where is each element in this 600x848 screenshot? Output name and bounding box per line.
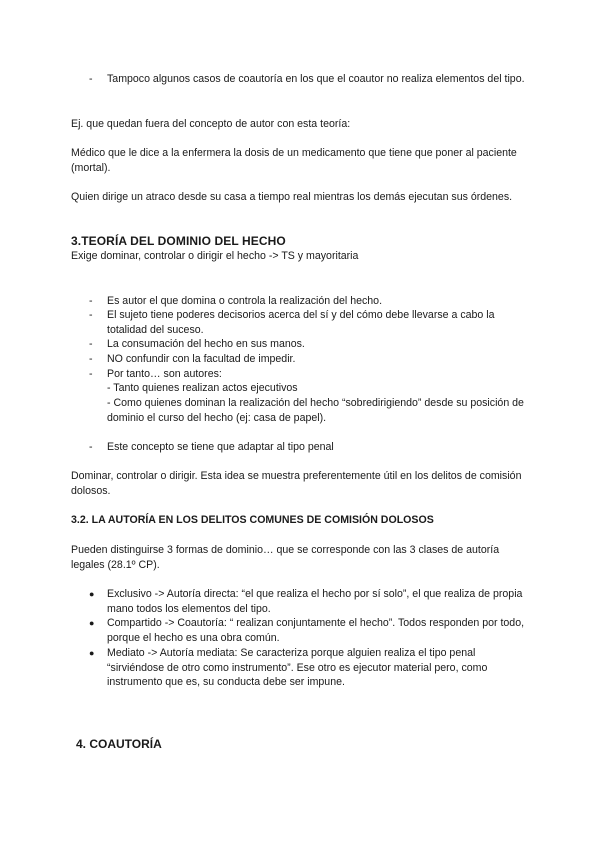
bullet-marker: ●: [89, 648, 95, 658]
section-heading: 4. COAUTORÍA: [76, 737, 162, 751]
paragraph: Quien dirige un atraco desde su casa a tiempo real mientras los demás ejecutan sus órdenes.: [71, 191, 513, 203]
list-item: Tampoco algunos casos de coautoría en los que el coautor no realiza elementos del tipo.: [107, 73, 525, 85]
section-heading: 3.TEORÍA DEL DOMINIO DEL HECHO: [71, 234, 286, 248]
list-dash: -: [89, 353, 93, 365]
bullet-marker: ●: [89, 618, 95, 628]
paragraph: Ej. que quedan fuera del concepto de autor con esta teoría:: [71, 118, 351, 130]
bullet-marker: ●: [89, 589, 95, 599]
section-heading: 3.2. LA AUTORÍA EN LOS DELITOS COMUNES DE COMISIÓN DOLOSOS: [71, 514, 434, 526]
paragraph: Médico que le dice a la enfermera la dosis de un medicamento que tiene que poner al paciente (mortal).: [71, 147, 517, 174]
list-item: El sujeto tiene poderes decisorios acerca del sí y del cómo debe llevarse a cabo la totalidad del suceso.: [107, 309, 495, 336]
paragraph: Dominar, controlar o dirigir. Esta idea se muestra preferentemente útil en los delitos de comisión dolosos.: [71, 470, 522, 497]
list-dash: -: [89, 309, 93, 321]
sub-list-item: - Tanto quienes realizan actos ejecutivos: [107, 382, 298, 394]
list-dash: -: [89, 73, 93, 85]
list-item: NO confundir con la facultad de impedir.: [107, 353, 296, 365]
list-item: Este concepto se tiene que adaptar al tipo penal: [107, 441, 334, 453]
list-item: La consumación del hecho en sus manos.: [107, 338, 305, 350]
list-dash: -: [89, 368, 93, 380]
list-item: Es autor el que domina o controla la realización del hecho.: [107, 295, 383, 307]
list-dash: -: [89, 295, 93, 307]
paragraph: Exige dominar, controlar o dirigir el hecho -> TS y mayoritaria: [71, 250, 359, 262]
bullet-item: Compartido -> Coautoría: “ realizan conjuntamente el hecho”. Todos responden por todo, porque el hecho es una obra común.: [107, 617, 525, 644]
list-dash: -: [89, 441, 93, 453]
paragraph: Pueden distinguirse 3 formas de dominio… que se corresponde con las 3 clases de autoría legales (28.1º CP).: [71, 544, 500, 571]
list-dash: -: [89, 338, 93, 350]
sub-list-item: - Como quienes dominan la realización del hecho “sobredirigiendo” desde su posición de dominio el curso del hecho (ej: casa de papel).: [107, 397, 524, 424]
bullet-item: Exclusivo -> Autoría directa: “el que realiza el hecho por sí solo”, el que realiza de propia mano todos los elementos del tipo.: [107, 588, 523, 615]
list-item: Por tanto… son autores:: [107, 368, 222, 380]
bullet-item: Mediato -> Autoría mediata: Se caracteriza porque alguien realiza el tipo penal “sirviéndose de otro como instrumento”. Ese otro es ejecutor material pero, como instrumento que es, su conducta debe ser impune.: [107, 647, 488, 689]
